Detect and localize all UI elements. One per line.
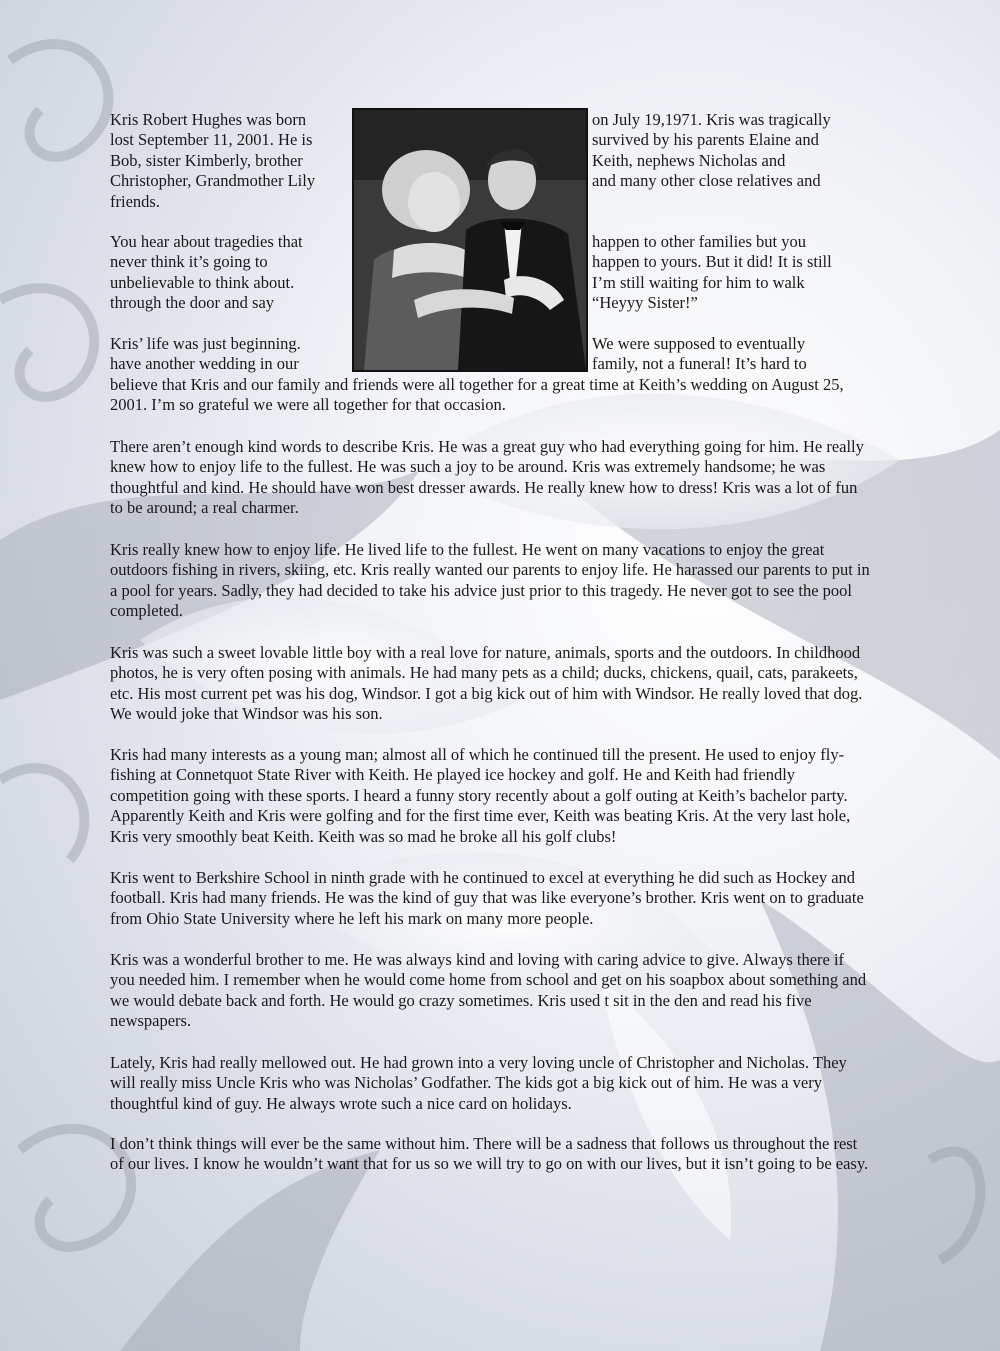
text-line: and many other close relatives and [592, 171, 821, 191]
text-line: Kris’ life was just beginning. [110, 334, 301, 353]
text-line: Bob, sister Kimberly, brother [110, 150, 303, 170]
intro-right-column [592, 110, 872, 192]
text-line: lost September 11, 2001. He is [110, 130, 313, 150]
text-line: unbelievable to think about. [110, 272, 295, 292]
couple-photo [352, 108, 588, 372]
paragraph-brother: Kris was a wonderful brother to me. He was always kind and loving with caring advice to give. Always there if you needed him. I remember when he would come home from school and get on his soapbox about something and we would debate back and forth. He would go crazy sometimes. Kris used t sit in the den and read his five newspapers. [110, 950, 867, 1031]
paragraph-school: Kris went to Berkshire School in ninth grade with he continued to excel at everything he did such as Hockey and football. Kris had many friends. He was the kind of guy that was like everyone’s brother. Kris went on to graduate from Ohio State University where he left his mark on many more people. [110, 868, 864, 928]
text-line: happen to yours. But it did! It is still [592, 252, 832, 272]
paragraph-uncle: Lately, Kris had really mellowed out. He had grown into a very loving uncle of Christopher and Nicholas. They will really miss Uncle Kris who was Nicholas’ Godfather. The kids got a big kick out of him. He was a very thoughtful kind of guy. He always wrote such a nice card on holidays. [110, 1053, 847, 1113]
paragraph-childhood: Kris was such a sweet lovable little boy with a real love for nature, animals, sports and the outdoors. In childhood photos, he is very often posing with animals. He had many pets as a child; ducks, chickens, quail, cats, parakeets, etc. His most current pet was his dog, Windsor. I got a big kick out of him with Windsor. He really loved that dog. We would joke that Windsor was his son. [110, 643, 863, 724]
paragraph-kind-words: There aren’t enough kind words to describe Kris. He was a great guy who had everything going for him. He really knew how to enjoy life to the fullest. He was such a joy to be around. Kris was extremely handsome; he was thoughtful and kind. He should have won best dresser awards. He really knew how to dress! Kris was a lot of fun to be around; a real charmer. [110, 437, 864, 518]
text-line: family, not a funeral! It’s hard to [592, 354, 807, 374]
text-line: have another wedding in our [110, 354, 299, 374]
text-line: never think it’s going to [110, 252, 268, 272]
intro-left-column [110, 110, 342, 212]
life-left-column [110, 334, 342, 375]
paragraph-enjoy-life: Kris really knew how to enjoy life. He lived life to the fullest. He went on many vacations to enjoy the great outdoors fishing in rivers, skiing, etc. Kris really wanted our parents to enjoy life. He harassed our parents to put in a pool for years. Sadly, they had decided to take his advice just prior to this tragedy. He never got to see the pool completed. [110, 540, 870, 621]
paragraph-closing: I don’t think things will ever be the same without him. There will be a sadness that follows us throughout the rest of our lives. I know he wouldn’t want that for us so we will try to go on with our lives, but it isn’t going to be easy. [110, 1134, 869, 1174]
tragedy-right-column [592, 232, 872, 314]
tragedy-left-column [110, 232, 342, 314]
text-line: “Heyyy Sister!” [592, 293, 698, 313]
text-line: Keith, nephews Nicholas and [592, 150, 786, 170]
text-line: You hear about tragedies that [110, 232, 303, 251]
life-right-column [592, 334, 872, 375]
couple-photo-image [354, 110, 586, 370]
text-line: friends. [110, 191, 160, 211]
text-line: Kris Robert Hughes was born [110, 110, 307, 129]
text-line: happen to other families but you [592, 232, 806, 251]
paragraph-interests: Kris had many interests as a young man; almost all of which he continued till the present. He used to enjoy fly-fishing at Connetquot State River with Keith. He played ice hockey and golf. He and Keith had friendly competition going with these sports. I heard a funny story recently about a golf outing at Keith’s bachelor party. Apparently Keith and Kris were golfing and for the first time ever, Keith was beating Kris. At the very last hole, Kris very smoothly beat Keith. Keith was so mad he broke all his golf clubs! [110, 745, 851, 846]
text-line: Christopher, Grandmother Lily [110, 171, 316, 191]
text-line: We were supposed to eventually [592, 334, 806, 353]
text-line: on July 19,1971. Kris was tragically [592, 110, 831, 129]
text-line: I’m still waiting for him to walk [592, 272, 805, 292]
text-line: survived by his parents Elaine and [592, 130, 819, 150]
life-paragraph-continued: believe that Kris and our family and friends were all together for a great time at Keith’s wedding on August 25, 2001. I’m so grateful we were all together for that occasion. [110, 375, 844, 415]
text-line: through the door and say [110, 293, 275, 313]
